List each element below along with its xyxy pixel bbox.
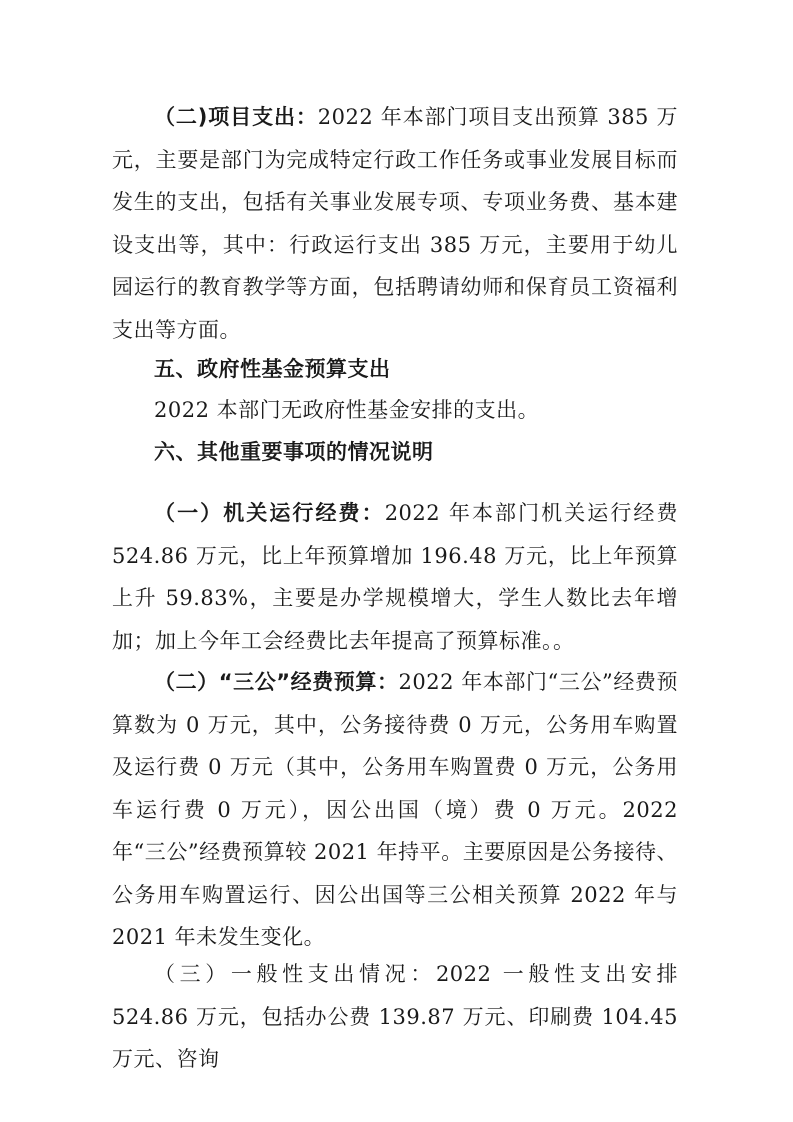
three-public-paragraph (112, 661, 678, 959)
general-spending-paragraph: （三）一般性支出情况：2022 一般性支出安排 524.86 万元，包括办公费 139.87 万元、印刷费 104.45 万元、咨询 (112, 962, 678, 1071)
project-spending-body: 2022 年本部门项目支出预算 385 万元，主要是部门为完成特定行政工作任务或事业发展目标而发生的支出，包括有关事业发展专项、专项业务费、基本建设支出等，其中：行政运行支出 385 万元，主要用于幼儿园运行的教育教学等方面，包括聘请幼师和保育员工资福利支出等方面。 (112, 105, 678, 342)
gov-fund-heading: 五、政府性基金预算支出 (154, 357, 391, 381)
office-expense-body: 2022 年本部门机关运行经费 524.86 万元，比上年预算增加 196.48 万元，比上年预算上升 59.83%，主要是办学规模增大，学生人数比去年增加；加上今年工会经费比去年提高了预算标准。。 (112, 501, 678, 653)
three-public-lead: （二）“三公”经费预算： (154, 670, 399, 694)
project-spending-lead: （二)项目支出： (154, 105, 318, 129)
gov-fund-paragraph: 2022 本部门无政府性基金安排的支出。 (154, 398, 540, 422)
other-matters-heading: 六、其他重要事项的情况说明 (154, 440, 434, 464)
project-spending-paragraph (112, 96, 678, 351)
office-expense-paragraph (112, 492, 678, 662)
three-public-body: 2022 年本部门“三公”经费预算数为 0 万元，其中，公务接待费 0 万元，公务用车购置及运行费 0 万元（其中，公务用车购置费 0 万元，公务用车运行费 0 万元），因公出国（境）费 0 万元。2022 年“三公”经费预算较 2021 年持平。主要原因是公务接待、公务用车购置运行、因公出国等三公相关预算 2022 年与 2021 年未发生变化。 (112, 670, 678, 949)
office-expense-lead: （一）机关运行经费： (154, 501, 385, 525)
